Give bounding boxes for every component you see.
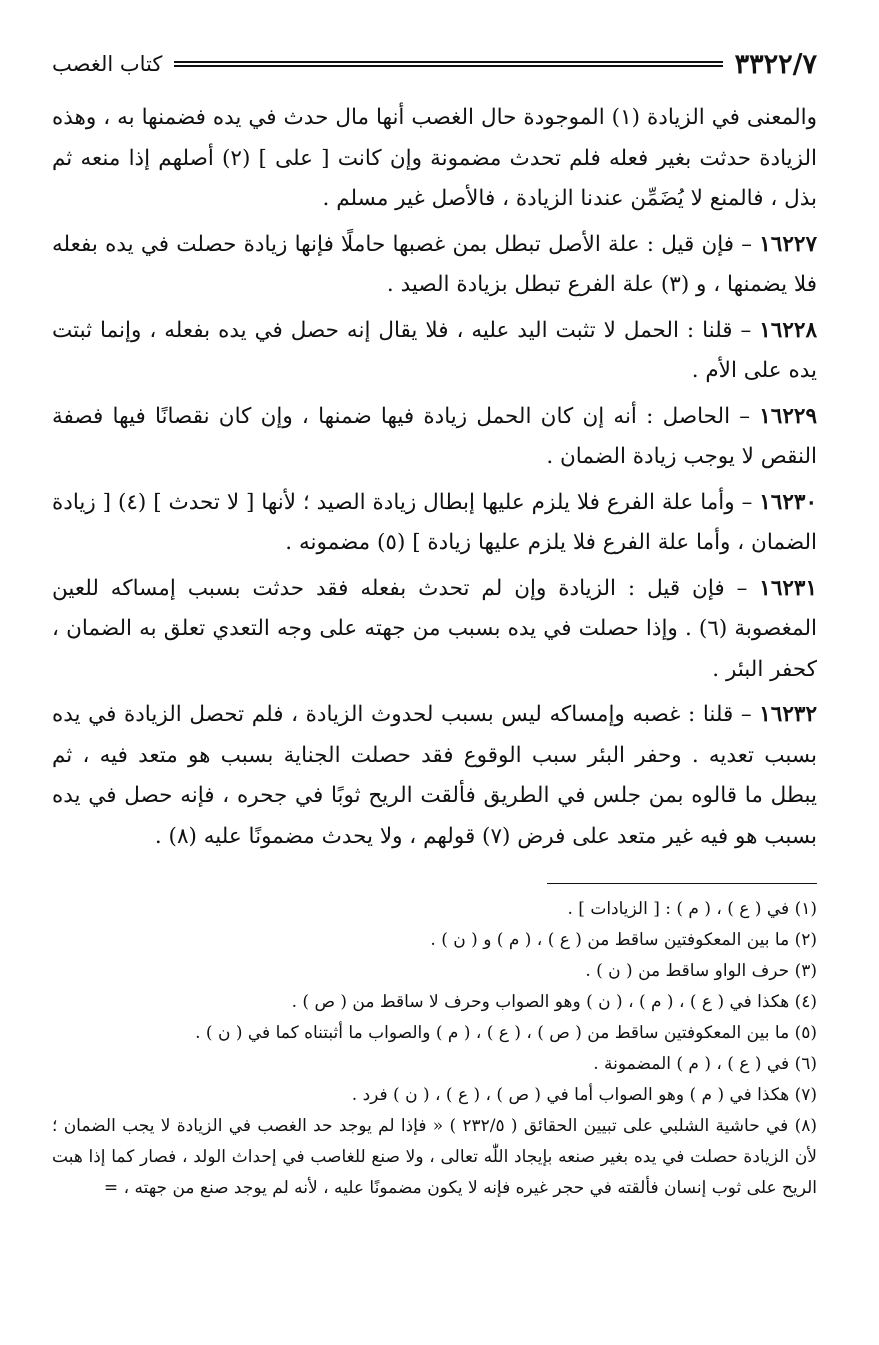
paragraph: ١٦٢٢٩ – الحاصل : أنه إن كان الحمل زيادة فيها ضمنها ، وإن كان نقصانًا فيها فصفة النقص لا يوجب زيادة الضمان . xyxy=(52,403,817,469)
paragraph-text: قلنا : غصبه وإمساكه ليس بسبب لحدوث الزيادة ، فلم تحصل الزيادة في يده بسبب تعديه . وحفر البئر سبب الوقوع فقد حصلت الجناية بسبب هو متعد فيه ، ثم يبطل ما قالوه بمن جلس في الطريق فألقت الريح ثوبًا في جحره ، فإنه حصل في يده بسبب هو فيه غير متعد على فرض (٧) قولهم ، ولا يحدث مضمونًا عليه (٨) . xyxy=(52,702,817,849)
page-header xyxy=(52,40,817,88)
footnote: (٢) ما بين المعكوفتين ساقط من ( ع ) ، ( م ) و ( ن ) . xyxy=(430,930,817,950)
footnotes xyxy=(52,894,817,1204)
paragraph: ١٦٢٣٠ – وأما علة الفرع فلا يلزم عليها إبطال زيادة الصيد ؛ لأنها [ لا تحدث ] (٤) [ زيادة الضمان ، وأما علة الفرع فلا يلزم عليها زيادة ] (٥) مضمونه . xyxy=(52,489,817,555)
footnote: (٥) ما بين المعكوفتين ساقط من ( ص ) ، ( ع ) ، ( م ) والصواب ما أثبتناه كما في ( ن ) . xyxy=(195,1023,817,1043)
paragraph: ١٦٢٢٨ – قلنا : الحمل لا تثبت اليد عليه ، فلا يقال إنه حصل في يده بفعله ، وإنما ثبتت يده على الأم . xyxy=(52,317,817,383)
page-number: ٣٣٢٢/٧ xyxy=(734,48,817,80)
footnote: (١) في ( ع ) ، ( م ) : [ الزيادات ] . xyxy=(567,899,817,919)
paragraph-text: فإن قيل : الزيادة وإن لم تحدث بفعله فقد حدثت بسبب إمساكه للعين المغصوبة (٦) . وإذا حصلت في يده بسبب من جهته على وجه التعدي تعلق به الضمان ، كحفر البئر . xyxy=(52,575,817,682)
paragraph-number: ١٦٢٢٩ xyxy=(759,403,817,429)
paragraph-text: قلنا : الحمل لا تثبت اليد عليه ، فلا يقال إنه حصل في يده بفعله ، وإنما ثبتت يده على الأم . xyxy=(52,317,817,383)
book-title: كتاب الغصب xyxy=(52,52,163,76)
header-rule xyxy=(174,61,722,67)
main-text xyxy=(52,98,817,857)
footnote-divider xyxy=(547,883,817,884)
paragraph: ١٦٢٢٧ – فإن قيل : علة الأصل تبطل بمن غصبها حاملًا فإنها زيادة حصلت في يده بفعله فلا يضمنها ، و (٣) علة الفرع تبطل بزيادة الصيد . xyxy=(52,231,817,297)
paragraph-number: ١٦٢٢٨ xyxy=(759,317,817,343)
paragraph-number: ١٦٢٢٧ xyxy=(759,231,817,257)
paragraph-text: فإن قيل : علة الأصل تبطل بمن غصبها حاملًا فإنها زيادة حصلت في يده بفعله فلا يضمنها ، و (٣) علة الفرع تبطل بزيادة الصيد . xyxy=(52,231,817,297)
paragraph-number: ١٦٢٣١ xyxy=(759,575,818,601)
footnote: (٨) في حاشية الشلبي على تبيين الحقائق ( ٢٣٢/٥ ) « فإذا لم يوجد حد الغصب في الزيادة لا يجب الضمان ؛ لأن الزيادة حصلت في يده بغير صنعه بإيجاد اللّٰه تعالى ، ولا صنع للغاصب في إحداث الولد ، فصار كما إذا هبت الريح على ثوب إنسان فألقته في حجر غيره فإنه لا يكون مضمونًا عليه ، لأنه لم يوجد صنع من جهته ، = xyxy=(52,1116,817,1198)
paragraph xyxy=(52,98,817,220)
footnote: (٦) في ( ع ) ، ( م ) المضمونة . xyxy=(593,1054,817,1074)
footnote: (٤) هكذا في ( ع ) ، ( م ) ، ( ن ) وهو الصواب وحرف لا ساقط من ( ص ) . xyxy=(291,992,817,1012)
paragraph: ١٦٢٣١ – فإن قيل : الزيادة وإن لم تحدث بفعله فقد حدثت بسبب إمساكه للعين المغصوبة (٦) . وإذا حصلت في يده بسبب من جهته على وجه التعدي تعلق به الضمان ، كحفر البئر . xyxy=(52,575,818,682)
paragraph-number: ١٦٢٣٠ xyxy=(759,489,817,515)
footnote: (٧) هكذا في ( م ) وهو الصواب أما في ( ص ) ، ( ع ) ، ( ن ) فرد . xyxy=(351,1085,817,1105)
paragraph: ١٦٢٣٢ – قلنا : غصبه وإمساكه ليس بسبب لحدوث الزيادة ، فلم تحصل الزيادة في يده بسبب تعديه . وحفر البئر سبب الوقوع فقد حصلت الجناية بسبب هو متعد فيه ، ثم يبطل ما قالوه بمن جلس في الطريق فألقت الريح ثوبًا في جحره ، فإنه حصل في يده بسبب هو فيه غير متعد على فرض (٧) قولهم ، ولا يحدث مضمونًا عليه (٨) . xyxy=(52,702,817,849)
paragraph-text: الحاصل : أنه إن كان الحمل زيادة فيها ضمنها ، وإن كان نقصانًا فيها فصفة النقص لا يوجب زيادة الضمان . xyxy=(52,403,817,469)
paragraph-text: والمعنى في الزيادة (١) الموجودة حال الغصب أنها مال حدث في يده فضمنها به ، وهذه الزيادة حدثت بغير فعله فلم تحدث مضمونة وإن كانت [ على ] (٢) أصلهم إذا منعه ثم بذل ، فالمنع لا يُضَمِّن عندنا الزيادة ، فالأصل غير مسلم . xyxy=(52,105,817,211)
paragraph-number: ١٦٢٣٢ xyxy=(759,702,817,727)
footnote: (٣) حرف الواو ساقط من ( ن ) . xyxy=(585,961,817,981)
paragraph-text: وأما علة الفرع فلا يلزم عليها إبطال زيادة الصيد ؛ لأنها [ لا تحدث ] (٤) [ زيادة الضمان ، وأما علة الفرع فلا يلزم عليها زيادة ] (٥) مضمونه . xyxy=(52,489,817,555)
